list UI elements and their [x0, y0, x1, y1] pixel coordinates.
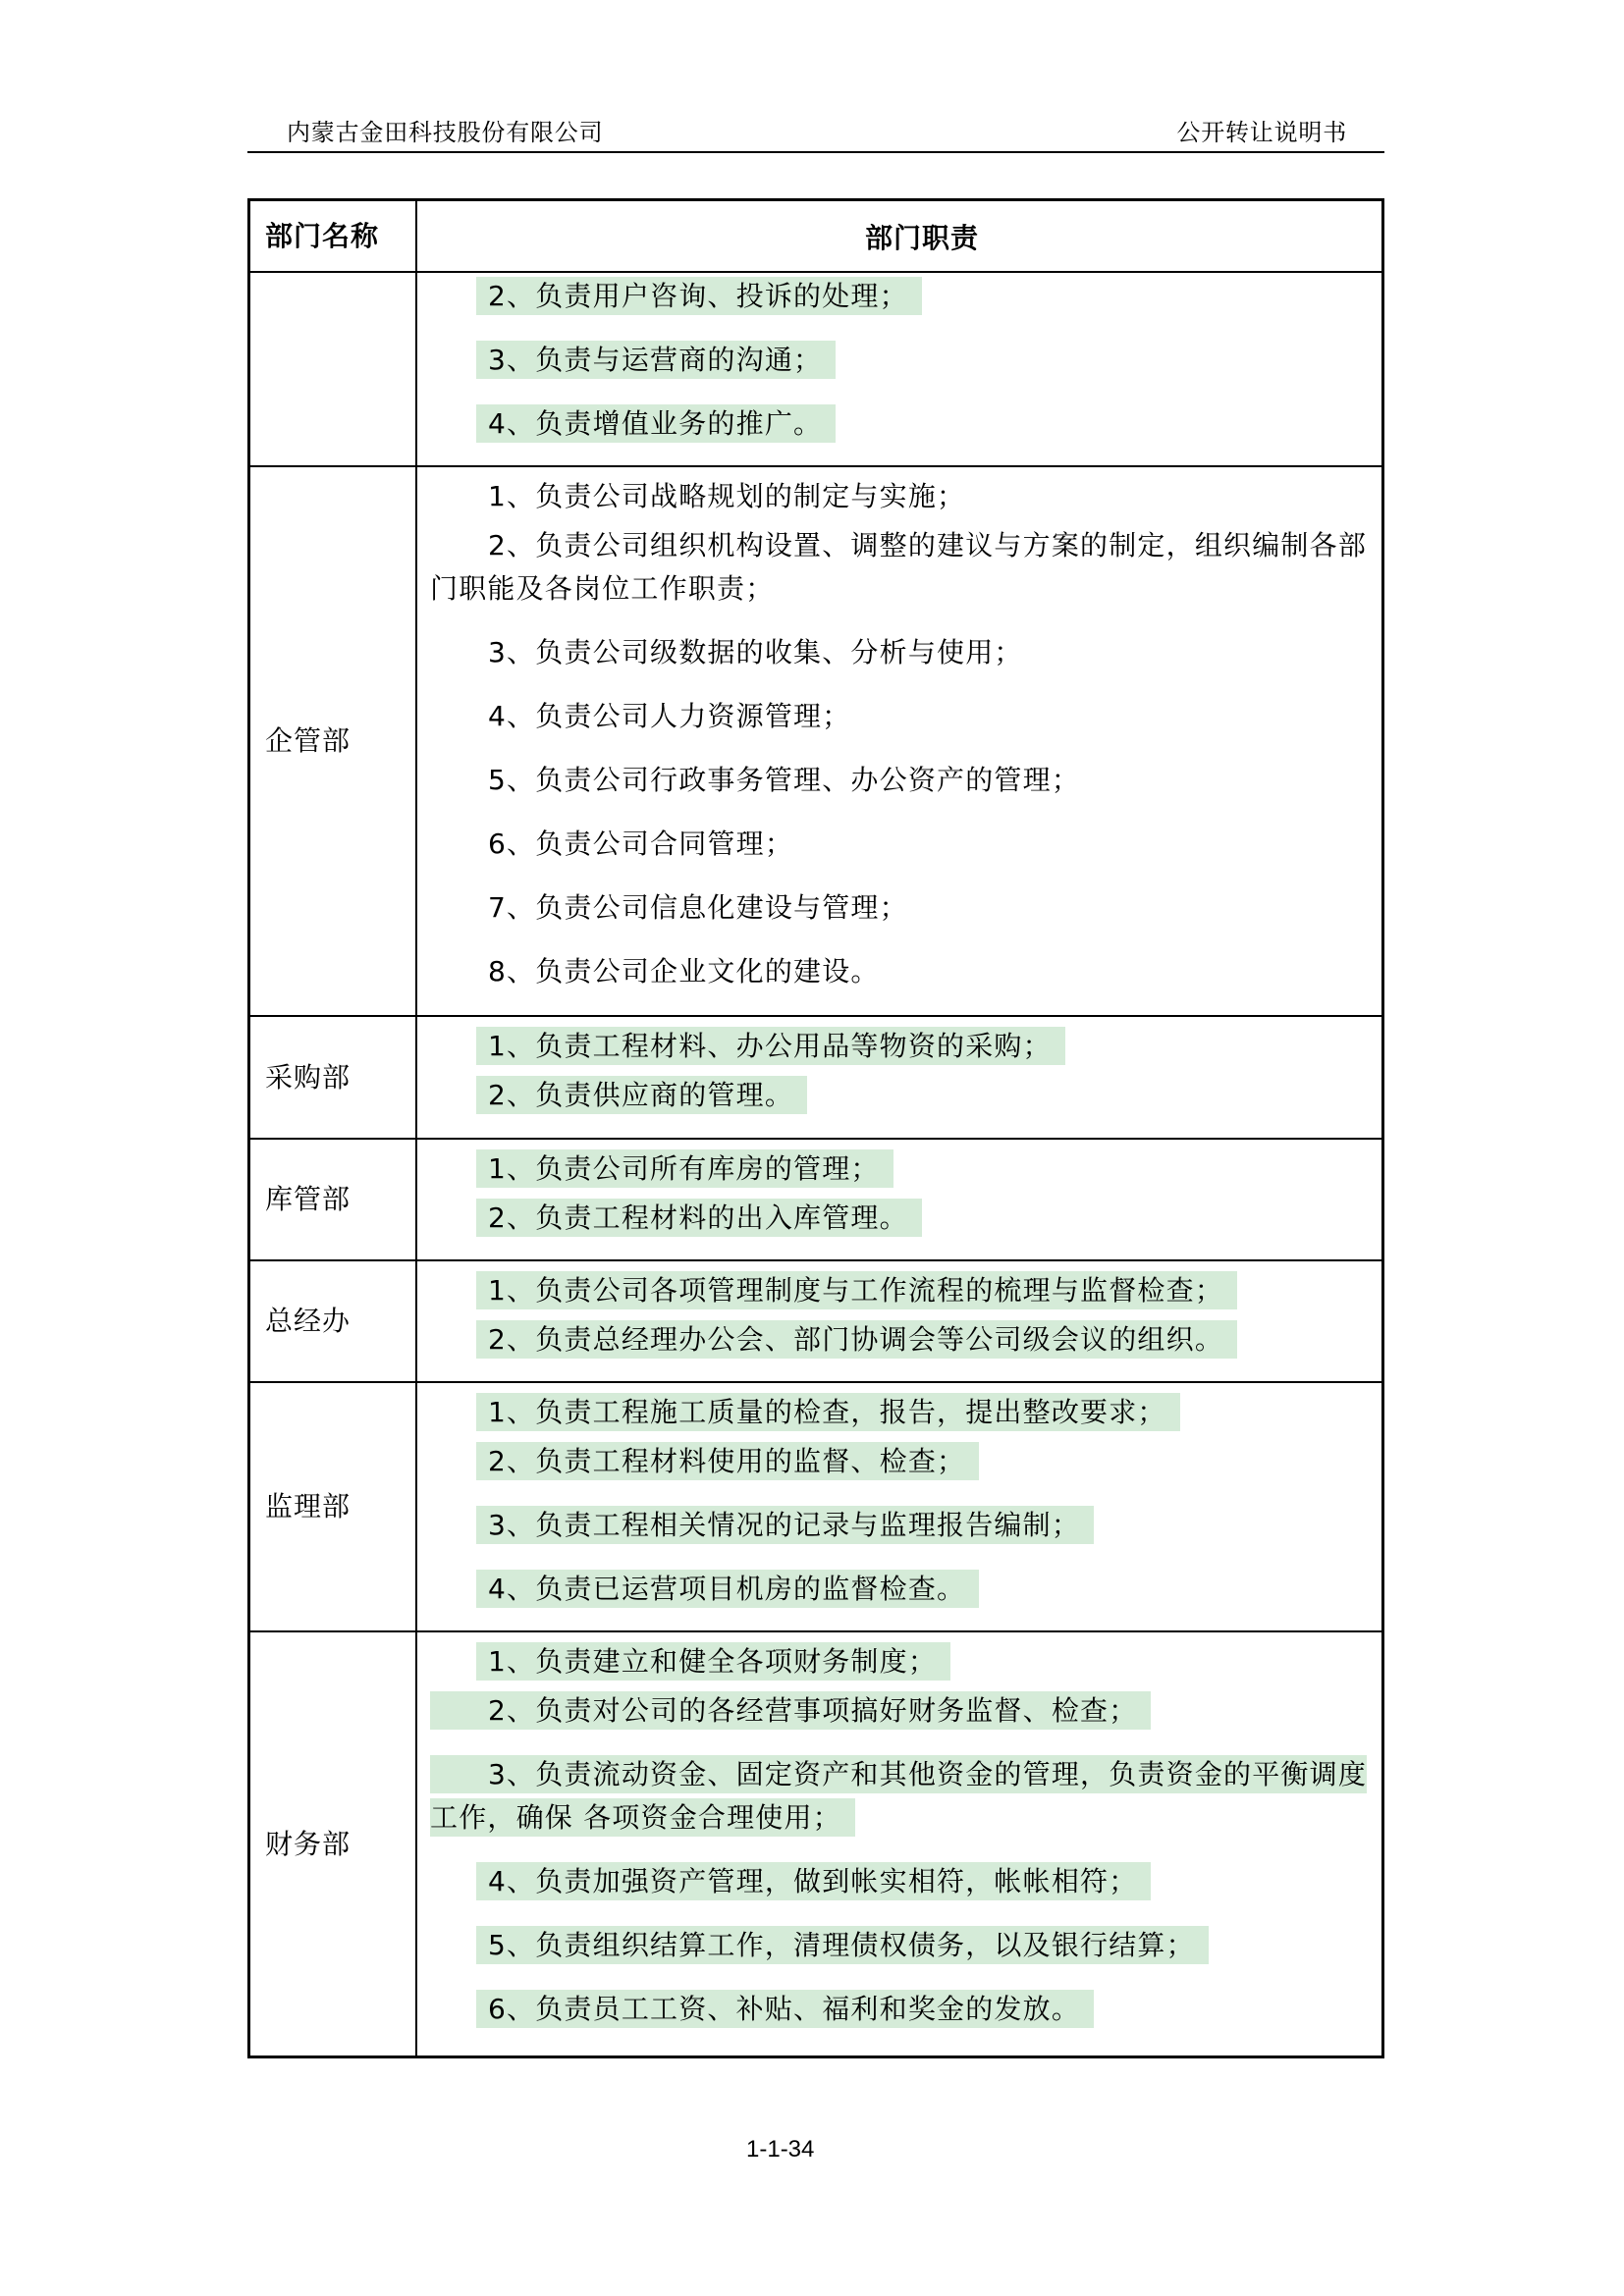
duty-item — [430, 1568, 1370, 1611]
duty-text: 1、负责工程材料、办公用品等物资的采购； — [476, 1027, 1065, 1065]
table-row — [250, 1383, 1381, 1632]
duty-text: 1、负责建立和健全各项财务制度； — [476, 1642, 950, 1681]
duty-item — [430, 475, 1370, 518]
duty-text: 2、负责工程材料的出入库管理。 — [476, 1199, 922, 1237]
duty-item — [430, 402, 1370, 446]
department-name: 监理部 — [250, 1383, 417, 1630]
table-row — [250, 467, 1381, 1017]
duties-cell — [417, 1261, 1381, 1381]
column-header-department: 部门名称 — [250, 201, 417, 271]
department-name: 采购部 — [250, 1017, 417, 1138]
duty-text: 5、负责公司行政事务管理、办公资产的管理； — [488, 764, 1081, 796]
duties-cell — [417, 467, 1381, 1015]
table-header-row — [250, 201, 1381, 273]
duty-text: 6、负责员工工资、补贴、福利和奖金的发放。 — [476, 1990, 1094, 2028]
duty-text: 1、负责公司各项管理制度与工作流程的梳理与监督检查； — [476, 1271, 1237, 1309]
duty-text: 3、负责公司级数据的收集、分析与使用； — [488, 636, 1023, 668]
duty-text: 3、负责工程相关情况的记录与监理报告编制； — [476, 1506, 1094, 1544]
company-name: 内蒙古金田科技股份有限公司 — [287, 119, 604, 146]
duty-item — [430, 1318, 1370, 1362]
duty-item — [430, 275, 1370, 318]
duty-item — [430, 1440, 1370, 1483]
duty-item — [430, 1640, 1370, 1683]
duty-text: 6、负责公司合同管理； — [488, 828, 794, 860]
duty-item — [430, 695, 1370, 738]
duty-item — [430, 1025, 1370, 1068]
duty-item — [430, 339, 1370, 382]
duty-text: 3、负责流动资金、固定资产和其他资金的管理，负责资金的平衡调度工作，确保 各项资金合理使用； — [430, 1755, 1367, 1837]
duties-cell — [417, 273, 1381, 465]
table-row — [250, 1017, 1381, 1140]
table-row — [250, 1261, 1381, 1383]
department-name: 总经办 — [250, 1261, 417, 1381]
duty-text: 8、负责公司企业文化的建设。 — [488, 955, 880, 988]
duty-item — [430, 1074, 1370, 1117]
page-number: 1-1-34 — [746, 2136, 815, 2163]
duties-cell — [417, 1383, 1381, 1630]
table-row — [250, 1632, 1381, 2056]
duty-text: 4、负责公司人力资源管理； — [488, 700, 851, 732]
duty-item — [430, 1988, 1370, 2031]
column-header-duties: 部门职责 — [864, 221, 979, 254]
department-name: 企管部 — [250, 467, 417, 1015]
table-row — [250, 1140, 1381, 1261]
duty-item — [430, 1924, 1370, 1967]
duty-item — [430, 631, 1370, 674]
duty-item — [430, 1148, 1370, 1191]
duty-text: 1、负责公司所有库房的管理； — [476, 1149, 893, 1188]
duty-item — [430, 1197, 1370, 1240]
duty-text: 3、负责与运营商的沟通； — [476, 341, 836, 379]
duty-text: 5、负责组织结算工作，清理债权债务，以及银行结算； — [476, 1926, 1209, 1964]
duty-item — [430, 1391, 1370, 1434]
duty-text: 2、负责供应商的管理。 — [476, 1076, 807, 1114]
duty-text: 4、负责加强资产管理，做到帐实相符，帐帐相符； — [476, 1862, 1151, 1900]
duty-item — [430, 759, 1370, 802]
duty-text: 2、负责对公司的各经营事项搞好财务监督、检查； — [430, 1691, 1151, 1730]
duty-item — [430, 1269, 1370, 1312]
department-name: 库管部 — [250, 1140, 417, 1259]
duty-text: 2、负责公司组织机构设置、调整的建议与方案的制定，组织编制各部门职能及各岗位工作职责； — [430, 529, 1368, 605]
duty-text: 2、负责工程材料使用的监督、检查； — [476, 1442, 979, 1480]
document-title: 公开转让说明书 — [1176, 119, 1347, 146]
duty-text: 2、负责总经理办公会、部门协调会等公司级会议的组织。 — [476, 1320, 1237, 1359]
duty-item — [430, 1860, 1370, 1903]
duties-cell — [417, 1140, 1381, 1259]
duty-item — [430, 1504, 1370, 1547]
duty-item — [430, 524, 1370, 611]
table-row — [250, 273, 1381, 467]
duties-cell — [417, 1632, 1381, 2056]
duty-text: 7、负责公司信息化建设与管理； — [488, 891, 908, 924]
duty-item — [430, 950, 1370, 993]
duty-item — [430, 886, 1370, 930]
duty-item — [430, 1689, 1370, 1733]
department-duties-table — [247, 198, 1384, 2058]
header-rule — [247, 151, 1384, 153]
duties-cell — [417, 1017, 1381, 1138]
duty-text: 2、负责用户咨询、投诉的处理； — [476, 277, 922, 315]
duty-text: 4、负责增值业务的推广。 — [476, 404, 836, 443]
duty-text: 4、负责已运营项目机房的监督检查。 — [476, 1570, 979, 1608]
duty-item — [430, 823, 1370, 866]
duty-text: 1、负责公司战略规划的制定与实施； — [488, 480, 966, 512]
department-name — [250, 273, 417, 465]
duty-item — [430, 1753, 1370, 1840]
department-name: 财务部 — [250, 1632, 417, 2056]
duty-text: 1、负责工程施工质量的检查，报告，提出整改要求； — [476, 1393, 1180, 1431]
